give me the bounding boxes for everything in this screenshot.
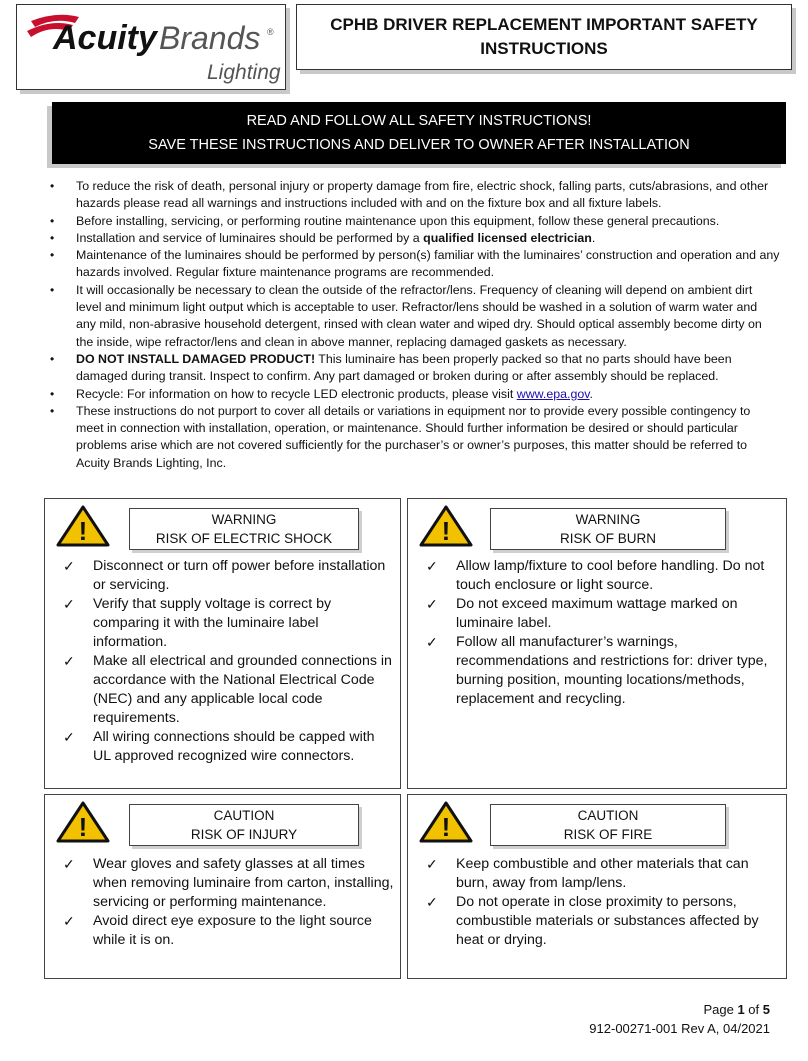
logo-brand-light: Brands — [159, 20, 261, 56]
page-indicator: Page 1 of 5 — [703, 1002, 770, 1017]
banner-line-1: READ AND FOLLOW ALL SAFETY INSTRUCTIONS! — [246, 113, 592, 129]
checklist — [422, 557, 774, 709]
logo-brand-bold: Acuity — [53, 19, 157, 57]
check-icon: ✓ — [63, 856, 75, 872]
list-item: • To reduce the risk of death, personal injury or property damage from fire, electric shock, falling parts, cuts/abrasions, and other hazards please read all warnings and instructions included with and on the fixture box and all fixture labels. — [50, 179, 769, 211]
document-id: 912-00271-001 Rev A, 04/2021 — [589, 1021, 770, 1036]
check-icon: ✓ — [426, 596, 438, 612]
hazard-label-type: RISK OF ELECTRIC SHOCK — [155, 531, 333, 546]
logo-subtitle: Lighting — [207, 61, 281, 84]
banner-line-2: SAVE THESE INSTRUCTIONS AND DELIVER TO OWNER AFTER INSTALLATION — [148, 137, 690, 153]
list-item: • Recycle: For information on how to recycle LED electronic products, please visit www.epa.gov. — [50, 386, 780, 403]
warning-triangle-icon — [55, 504, 111, 548]
list-item: • Before installing, servicing, or performing routine maintenance upon this equipment, follow these general precautions. — [50, 213, 780, 230]
check-icon: ✓ — [426, 894, 438, 910]
checklist-item: ✓ Make all electrical and grounded connections in accordance with the National Electrical Code (NEC) and any applicable local code requirements. — [63, 653, 392, 726]
list-item: • These instructions do not purport to cover all details or variations in equipment nor to provide every possible contingency to meet in connection with installation, operation, or maintenance. Should further information be desired or should particular problems arise which are not covered sufficiently for the purchaser’s or owner’s purposes, this matter should be referred to Acuity Brands Lighting, Inc. — [50, 403, 751, 470]
warning-triangle-icon — [418, 800, 474, 844]
hazard-label — [490, 508, 726, 550]
warning-panel-burn — [407, 498, 787, 789]
hazard-label-level: CAUTION — [577, 808, 639, 823]
check-icon: ✓ — [426, 856, 438, 872]
warning-panel-electric-shock — [44, 498, 401, 789]
check-icon: ✓ — [426, 634, 438, 650]
bullet-icon: • — [50, 403, 55, 418]
check-icon: ✓ — [426, 558, 438, 574]
hazard-label-level: WARNING — [575, 512, 641, 527]
list-item: • Installation and service of luminaires should be performed by a qualified licensed electrician. — [50, 230, 780, 247]
svg-text:!: ! — [441, 812, 451, 842]
bullet-icon: • — [50, 282, 55, 297]
checklist-item: ✓ All wiring connections should be capped with UL approved recognized wire connectors. — [63, 729, 375, 764]
svg-text:!: ! — [441, 516, 451, 546]
hazard-label-level: CAUTION — [213, 808, 275, 823]
warning-triangle-icon — [418, 504, 474, 548]
page-title — [296, 4, 792, 70]
checklist-item: ✓ Disconnect or turn off power before installation or servicing. — [63, 558, 386, 593]
checklist — [59, 855, 399, 950]
check-icon: ✓ — [63, 913, 75, 929]
hazard-label-type: RISK OF INJURY — [190, 827, 298, 842]
warning-triangle-icon — [55, 800, 111, 844]
logo-registered: ® — [267, 27, 274, 37]
list-item: • DO NOT INSTALL DAMAGED PRODUCT! This luminaire has been properly packed so that no parts should have been damaged during transit. Inspect to confirm. Any part damaged or broken during or after assembly should be replaced. — [50, 351, 732, 384]
checklist-item: ✓ Verify that supply voltage is correct by comparing it with the luminaire label information. — [63, 596, 332, 650]
company-logo — [16, 4, 286, 90]
hazard-label-type: RISK OF BURN — [559, 531, 656, 546]
epa-link[interactable]: www.epa.gov — [516, 386, 590, 401]
acuity-logo-graphic — [17, 5, 285, 89]
list-item: • It will occasionally be necessary to clean the outside of the refractor/lens. Frequency of cleaning will depend on ambient dirt level and minimum light output which is acceptable to user. Refractor/lens should be washed in a solution of warm water and any mild, non-abrasive household detergent, rinsed with clean water and wiped dry. Should optical assembly become dirty on the inside, wipe refractor/lens and clean in above manner, replacing damaged gaskets as necessary. — [50, 282, 762, 349]
list-item: • Maintenance of the luminaires should be performed by person(s) familiar with the luminaires’ construction and operation and any hazards involved. Regular fixture maintenance programs are recommended. — [50, 248, 780, 280]
safety-banner — [52, 102, 786, 164]
bullet-icon: • — [50, 351, 55, 366]
check-icon: ✓ — [63, 653, 75, 669]
page-footer — [589, 1000, 770, 1038]
checklist-item: ✓ Do not exceed maximum wattage marked on luminaire label. — [426, 596, 738, 631]
bullet-icon: • — [50, 213, 55, 228]
checklist-item: ✓ Follow all manufacturer’s warnings, recommendations and restrictions for: driver type, burning position, mounting locations/methods, replacement and recycling. — [426, 634, 768, 707]
bullet-icon: • — [50, 179, 55, 193]
hazard-label-type: RISK OF FIRE — [563, 827, 653, 842]
check-icon: ✓ — [63, 596, 75, 612]
checklist — [59, 557, 395, 766]
page-title-text: CPHB DRIVER REPLACEMENT IMPORTANT SAFETY INSTRUCTIONS — [330, 15, 758, 58]
checklist-item: ✓ Avoid direct eye exposure to the light source while it is on. — [63, 913, 372, 948]
bullet-icon: • — [50, 230, 55, 245]
general-safety-list — [50, 178, 780, 472]
checklist-item: ✓ Wear gloves and safety glasses at all times when removing luminaire from carton, installing, servicing or performing maintenance. — [63, 856, 394, 910]
checklist-item: ✓ Keep combustible and other materials that can burn, away from lamp/lens. — [426, 856, 749, 891]
svg-text:!: ! — [78, 516, 88, 546]
check-icon: ✓ — [63, 558, 75, 574]
bullet-icon: • — [50, 248, 55, 263]
checklist-item: ✓ Do not operate in close proximity to persons, combustible materials or substances affected by heat or drying. — [426, 894, 759, 948]
hazard-label — [490, 804, 726, 846]
checklist — [422, 855, 774, 950]
hazard-label — [129, 508, 359, 550]
hazard-label — [129, 804, 359, 846]
hazard-label-level: WARNING — [211, 512, 277, 527]
caution-panel-injury — [44, 794, 401, 979]
svg-text:!: ! — [78, 812, 88, 842]
checklist-item: ✓ Allow lamp/fixture to cool before handling. Do not touch enclosure or light source. — [426, 558, 765, 593]
check-icon: ✓ — [63, 729, 75, 745]
caution-panel-fire — [407, 794, 787, 979]
bullet-icon: • — [50, 386, 55, 401]
